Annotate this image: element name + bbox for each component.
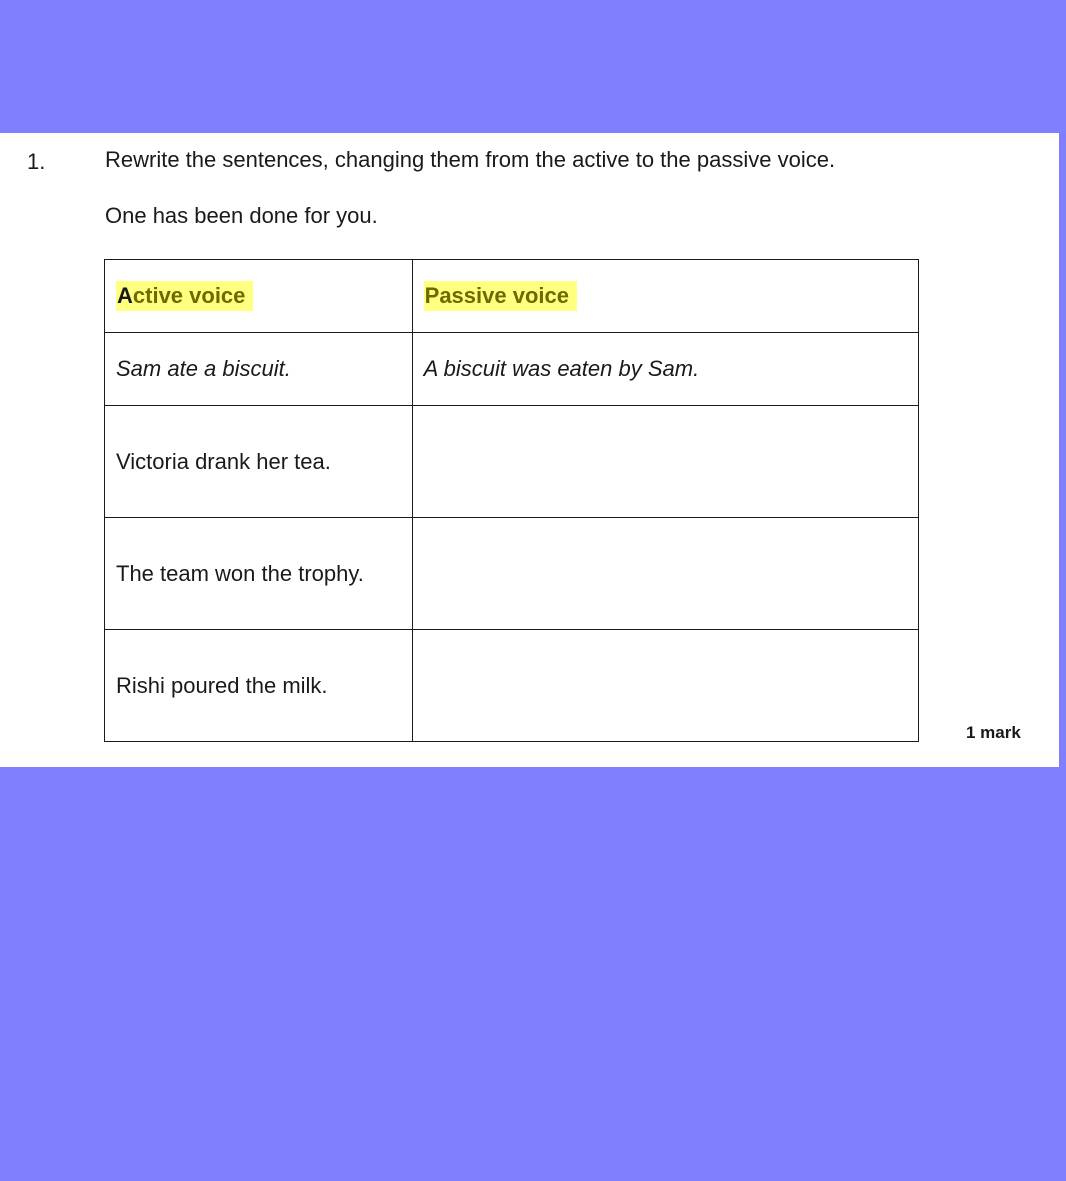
voice-table <box>104 259 919 742</box>
highlight-passive: Passive voice <box>424 281 577 311</box>
header-active-voice <box>105 260 413 333</box>
question-instruction: Rewrite the sentences, changing them from the active to the passive voice. <box>105 147 836 172</box>
question-number: 1. <box>27 149 46 174</box>
passive-answer-cell[interactable] <box>412 518 918 630</box>
passive-answer-cell[interactable] <box>412 406 918 518</box>
example-row <box>105 333 919 406</box>
example-active: Sam ate a biscuit. <box>105 333 413 406</box>
header-passive-voice <box>412 260 918 333</box>
question-sub-instruction: One has been done for you. <box>105 203 378 228</box>
worksheet <box>0 133 1059 767</box>
active-sentence: Victoria drank her tea. <box>105 406 413 518</box>
passive-answer-cell[interactable] <box>412 630 918 742</box>
active-sentence: Rishi poured the milk. <box>105 630 413 742</box>
active-sentence: The team won the trophy. <box>105 518 413 630</box>
header-active-rest: ctive voice <box>132 283 246 308</box>
header-active-first-letter: A <box>117 283 133 308</box>
mark-label: 1 mark <box>966 723 1021 742</box>
table-header-row <box>105 260 919 333</box>
table-row <box>105 630 919 742</box>
table-row <box>105 518 919 630</box>
example-passive: A biscuit was eaten by Sam. <box>412 333 918 406</box>
table-row <box>105 406 919 518</box>
highlight-active <box>116 281 253 311</box>
